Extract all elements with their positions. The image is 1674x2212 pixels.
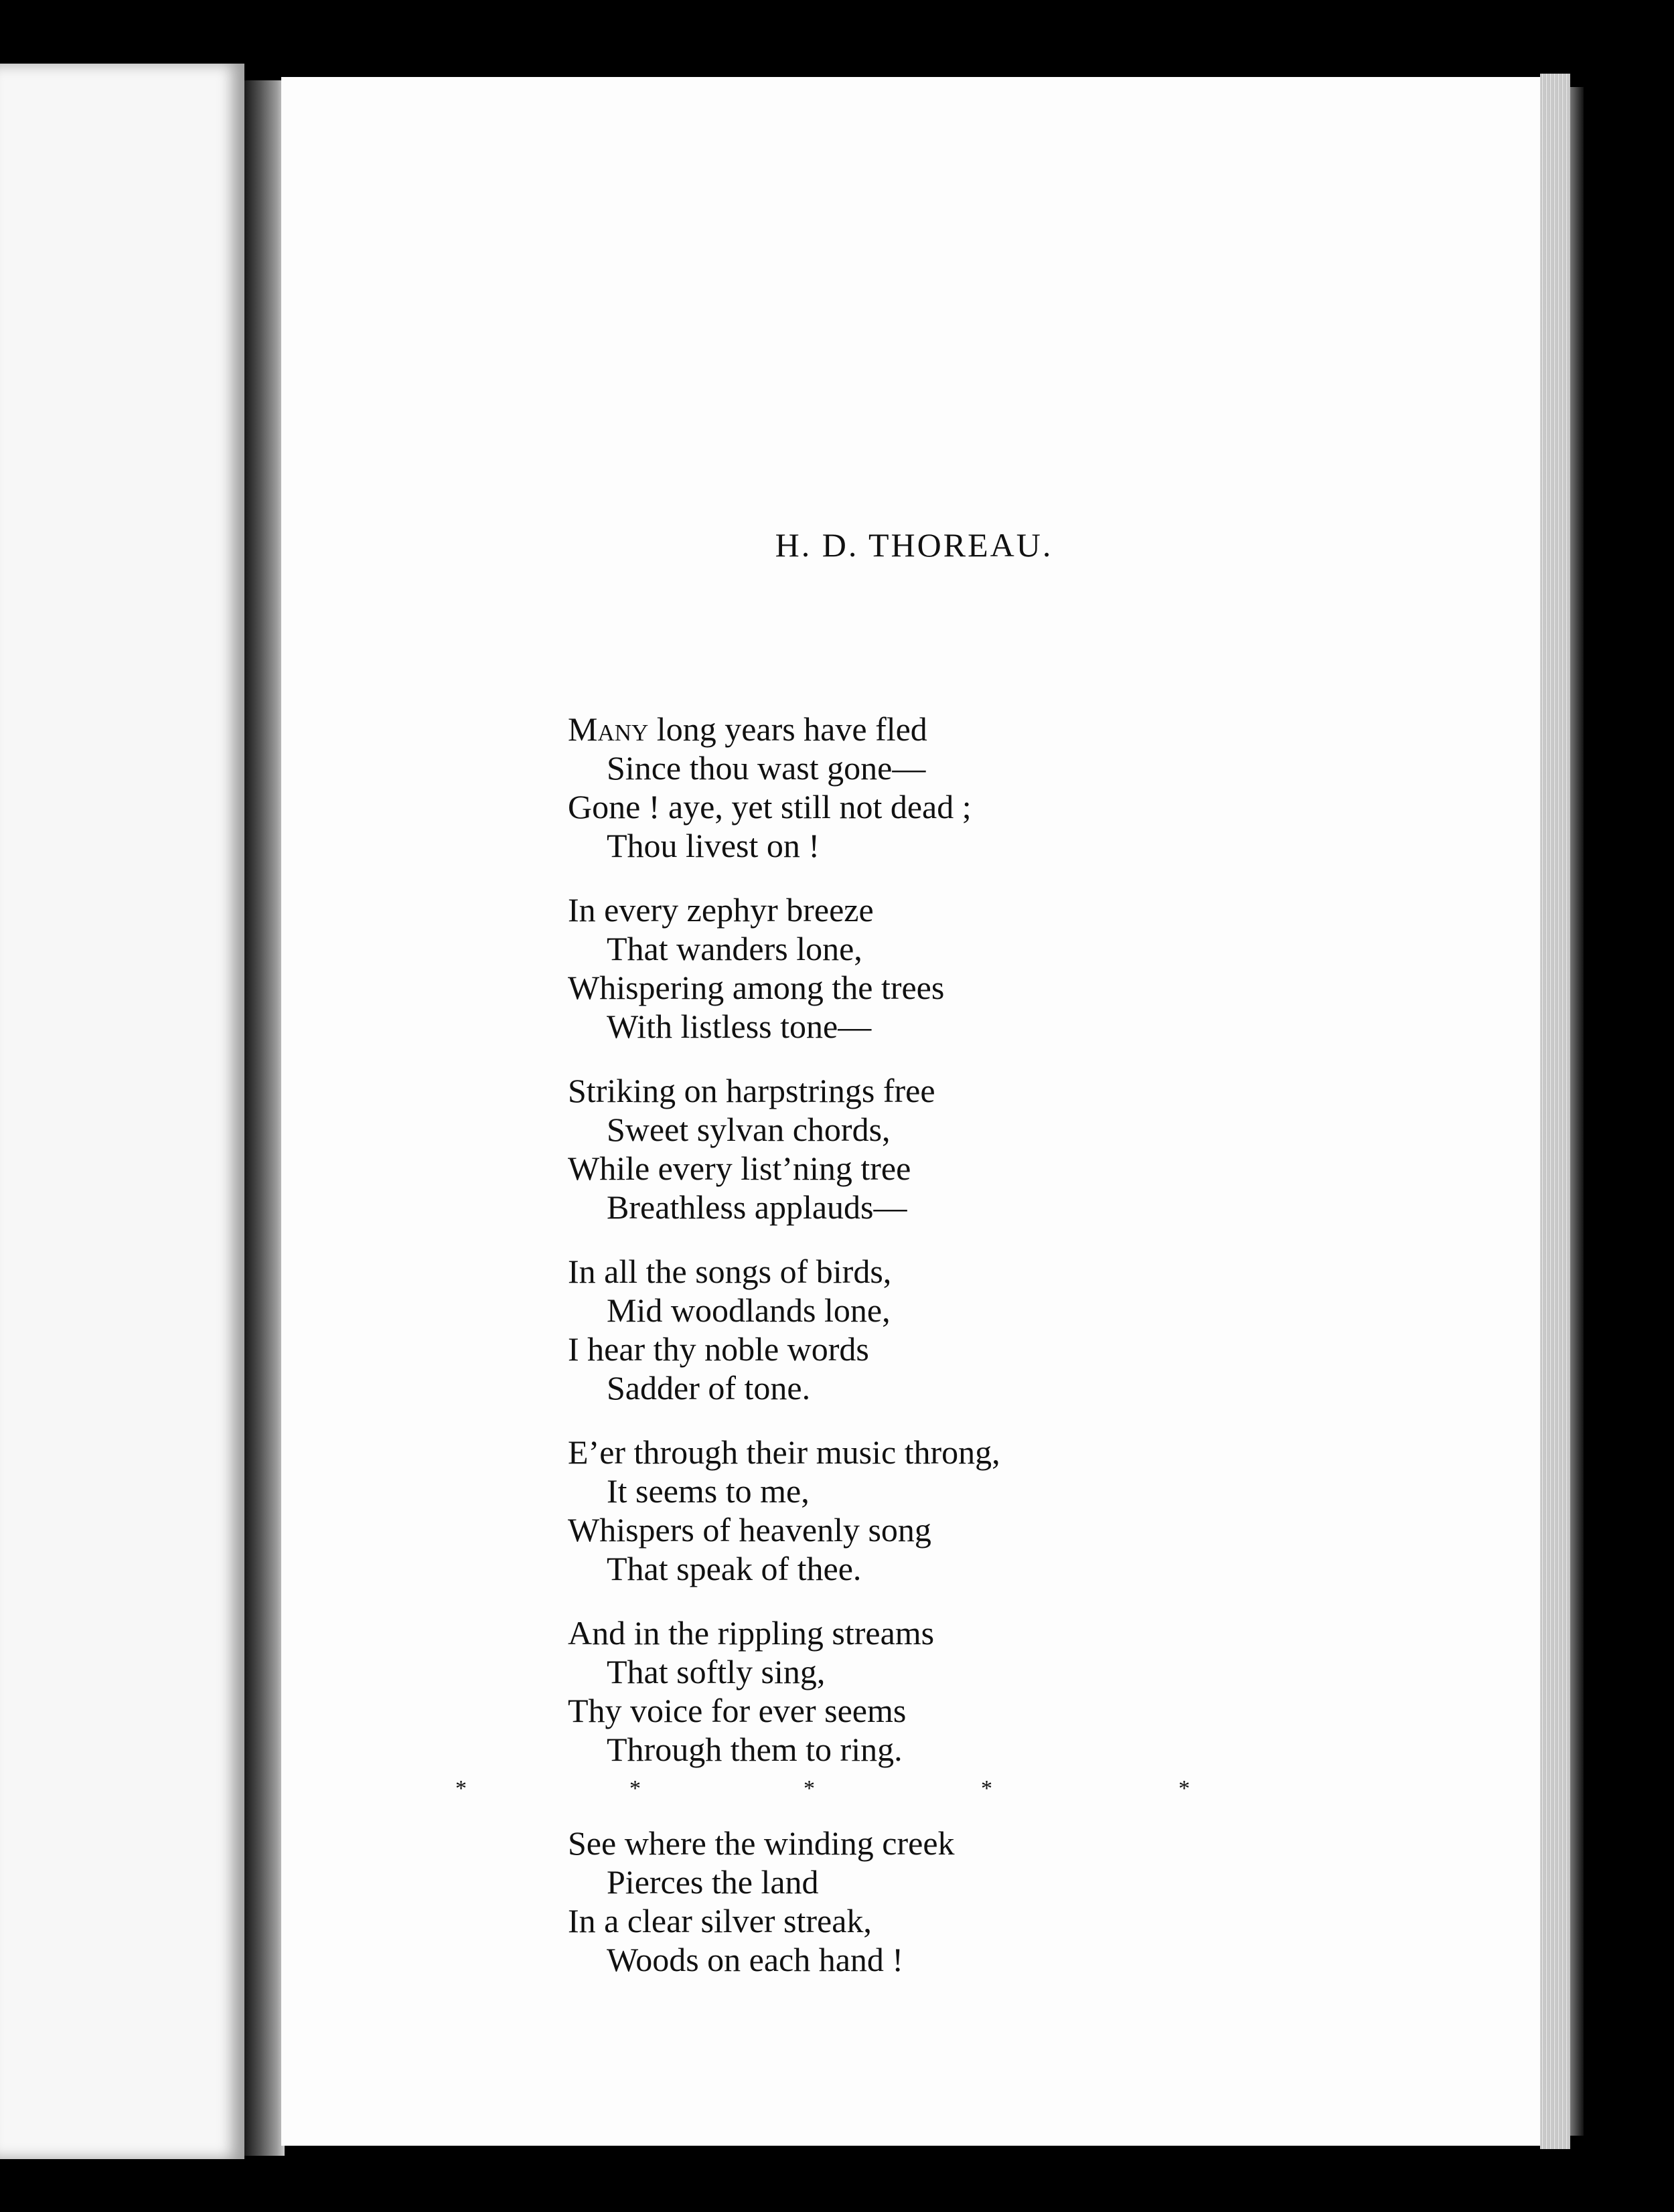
section-break-asterisk: * bbox=[629, 1776, 641, 1801]
book-gutter bbox=[244, 80, 285, 2156]
poem-line: Through them to ring. bbox=[607, 1731, 903, 1768]
poem bbox=[281, 77, 1547, 2146]
poem-line: That speak of thee. bbox=[607, 1550, 862, 1587]
poem-line: That wanders lone, bbox=[607, 930, 862, 967]
poem-line: Gone ! aye, yet still not dead ; bbox=[568, 788, 972, 825]
poem-line: Sweet sylvan chords, bbox=[607, 1111, 891, 1148]
poem-line: Sadder of tone. bbox=[607, 1369, 811, 1407]
poem-line: E’er through their music throng, bbox=[568, 1433, 1000, 1471]
section-break bbox=[455, 1776, 1199, 1803]
poem-line: Pierces the land bbox=[607, 1863, 819, 1901]
poem-line: It seems to me, bbox=[607, 1472, 810, 1510]
poem-line: That softly sing, bbox=[607, 1653, 826, 1690]
poem-line: See where the winding creek bbox=[568, 1824, 955, 1862]
page-edges bbox=[1540, 74, 1570, 2149]
poem-title: H. D. THOREAU. bbox=[775, 526, 1053, 564]
poem-line: Whispers of heavenly song bbox=[568, 1511, 931, 1549]
poem-line: I hear thy noble words bbox=[568, 1330, 869, 1368]
poem-line: And in the rippling streams bbox=[568, 1614, 935, 1652]
poem-line bbox=[568, 710, 927, 748]
section-break-asterisk: * bbox=[804, 1776, 815, 1801]
poem-line: Since thou wast gone— bbox=[607, 749, 926, 787]
page-edge-shadow bbox=[1570, 87, 1584, 2136]
poem-line: In every zephyr breeze bbox=[568, 891, 874, 929]
poem-line: Breathless applauds— bbox=[607, 1188, 907, 1226]
poem-line: Woods on each hand ! bbox=[607, 1941, 904, 1978]
poem-line: With listless tone— bbox=[607, 1008, 872, 1045]
first-line-rest: long years have fled bbox=[648, 710, 927, 748]
poem-line: Mid woodlands lone, bbox=[607, 1291, 891, 1329]
poem-line: Thy voice for ever seems bbox=[568, 1692, 907, 1729]
poem-line: In all the songs of birds, bbox=[568, 1253, 892, 1290]
section-break-asterisk: * bbox=[981, 1776, 992, 1801]
poem-line: In a clear silver streak, bbox=[568, 1902, 872, 1940]
poem-line: Thou livest on ! bbox=[607, 827, 820, 864]
poem-line: Striking on harpstrings free bbox=[568, 1072, 935, 1109]
right-page bbox=[281, 77, 1547, 2146]
poem-line: While every list’ning tree bbox=[568, 1150, 911, 1187]
left-page bbox=[0, 64, 244, 2159]
first-word: Many bbox=[568, 710, 649, 748]
section-break-asterisk: * bbox=[455, 1776, 467, 1801]
section-break-asterisk: * bbox=[1178, 1776, 1190, 1801]
poem-line: Whispering among the trees bbox=[568, 969, 945, 1006]
